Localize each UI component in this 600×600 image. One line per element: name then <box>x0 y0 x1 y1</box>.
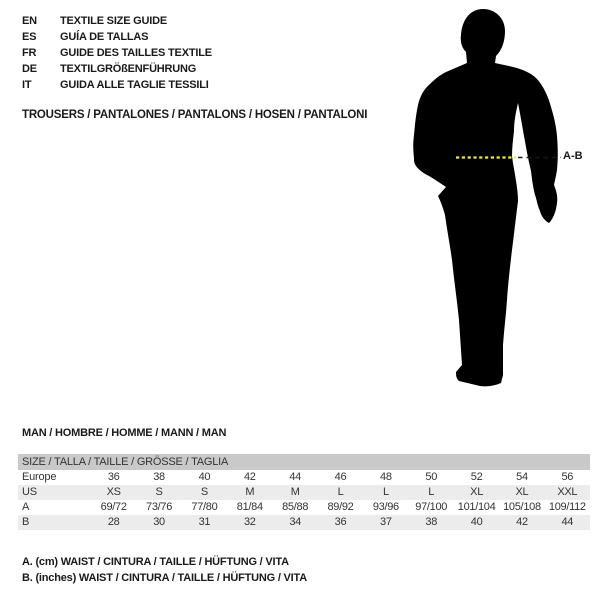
language-row <box>22 45 212 61</box>
footnote: A. (cm) WAIST / CINTURA / TAILLE / HÜFTUNG / VITA <box>22 556 289 568</box>
size-value: S <box>200 486 208 498</box>
size-value: 31 <box>198 516 211 528</box>
size-table <box>18 454 590 530</box>
size-table-body <box>18 470 590 530</box>
language-guide-list <box>22 13 212 93</box>
size-value: XS <box>106 486 121 498</box>
man-silhouette <box>402 6 582 392</box>
man-silhouette-body <box>413 9 558 386</box>
size-value: 73/76 <box>146 501 173 513</box>
size-value: XL <box>470 486 484 498</box>
language-code: IT <box>22 79 32 91</box>
language-label: TEXTILGRÖßENFÜHRUNG <box>60 63 197 75</box>
size-value: 42 <box>243 471 256 483</box>
size-value: 36 <box>334 516 347 528</box>
language-label: GUIDA ALLE TAGLIE TESSILI <box>60 79 209 91</box>
size-value: 40 <box>470 516 483 528</box>
size-value: 105/108 <box>503 501 541 513</box>
size-value: M <box>245 486 255 498</box>
size-value: 52 <box>470 471 483 483</box>
size-value: 56 <box>561 471 574 483</box>
language-row <box>22 29 212 45</box>
row-label: A <box>22 501 30 513</box>
size-value: 69/72 <box>100 501 127 513</box>
size-value: 97/100 <box>415 501 448 513</box>
size-table-row-b <box>18 515 590 530</box>
size-value: XL <box>515 486 529 498</box>
size-value: 44 <box>289 471 301 483</box>
language-label: GUIDE DES TAILLES TEXTILE <box>60 47 212 59</box>
gender-heading: MAN / HOMBRE / HOMME / MANN / MAN <box>22 427 227 439</box>
size-value: 81/84 <box>236 501 263 513</box>
size-value: 37 <box>380 516 392 528</box>
measure-label: A-B <box>563 150 583 162</box>
size-value: 38 <box>425 516 438 528</box>
size-value: 32 <box>243 516 256 528</box>
size-value: 28 <box>107 516 120 528</box>
size-table-row-europe <box>18 470 590 485</box>
size-value: L <box>428 486 435 498</box>
size-value: 77/80 <box>191 501 218 513</box>
row-label: US <box>22 486 37 498</box>
language-label: GUÍA DE TALLAS <box>60 31 149 43</box>
size-value: L <box>337 486 344 498</box>
size-value: 101/104 <box>457 501 496 513</box>
language-label: TEXTILE SIZE GUIDE <box>60 15 168 27</box>
language-code: DE <box>22 63 37 75</box>
size-table-row-us <box>18 485 590 500</box>
footnote: B. (inches) WAIST / CINTURA / TAILLE / HÜFTUNG / VITA <box>22 571 307 584</box>
language-row <box>22 61 212 77</box>
size-value: 54 <box>516 471 528 483</box>
size-value: 48 <box>380 471 392 483</box>
category-heading: TROUSERS / PANTALONES / PANTALONS / HOSEN / PANTALONI <box>22 109 368 121</box>
size-value: 34 <box>289 516 301 528</box>
size-value: 93/96 <box>372 501 399 513</box>
size-value: L <box>382 486 389 498</box>
row-label: Europe <box>22 471 57 483</box>
size-value: 50 <box>425 471 438 483</box>
row-label: B <box>22 516 30 528</box>
size-value: 46 <box>334 471 347 483</box>
size-value: 85/88 <box>282 501 309 513</box>
size-value: 109/112 <box>548 501 586 513</box>
size-table-row-a <box>18 500 590 515</box>
language-code: ES <box>22 31 37 43</box>
size-value: S <box>155 486 163 498</box>
size-value: 42 <box>516 516 528 528</box>
language-code: FR <box>22 47 37 59</box>
language-row <box>22 13 212 29</box>
size-value: 30 <box>153 516 165 528</box>
size-value: 38 <box>153 471 165 483</box>
footnotes <box>22 555 307 586</box>
size-value: 36 <box>107 471 120 483</box>
language-row <box>22 77 212 93</box>
size-value: 44 <box>561 516 574 528</box>
size-value: XXL <box>557 486 578 498</box>
size-value: 89/92 <box>327 501 354 513</box>
size-value: 40 <box>198 471 211 483</box>
language-code: EN <box>22 15 37 27</box>
size-value: M <box>290 486 300 498</box>
size-table-header: SIZE / TALLA / TAILLE / GRÖSSE / TAGLIA <box>18 454 590 470</box>
